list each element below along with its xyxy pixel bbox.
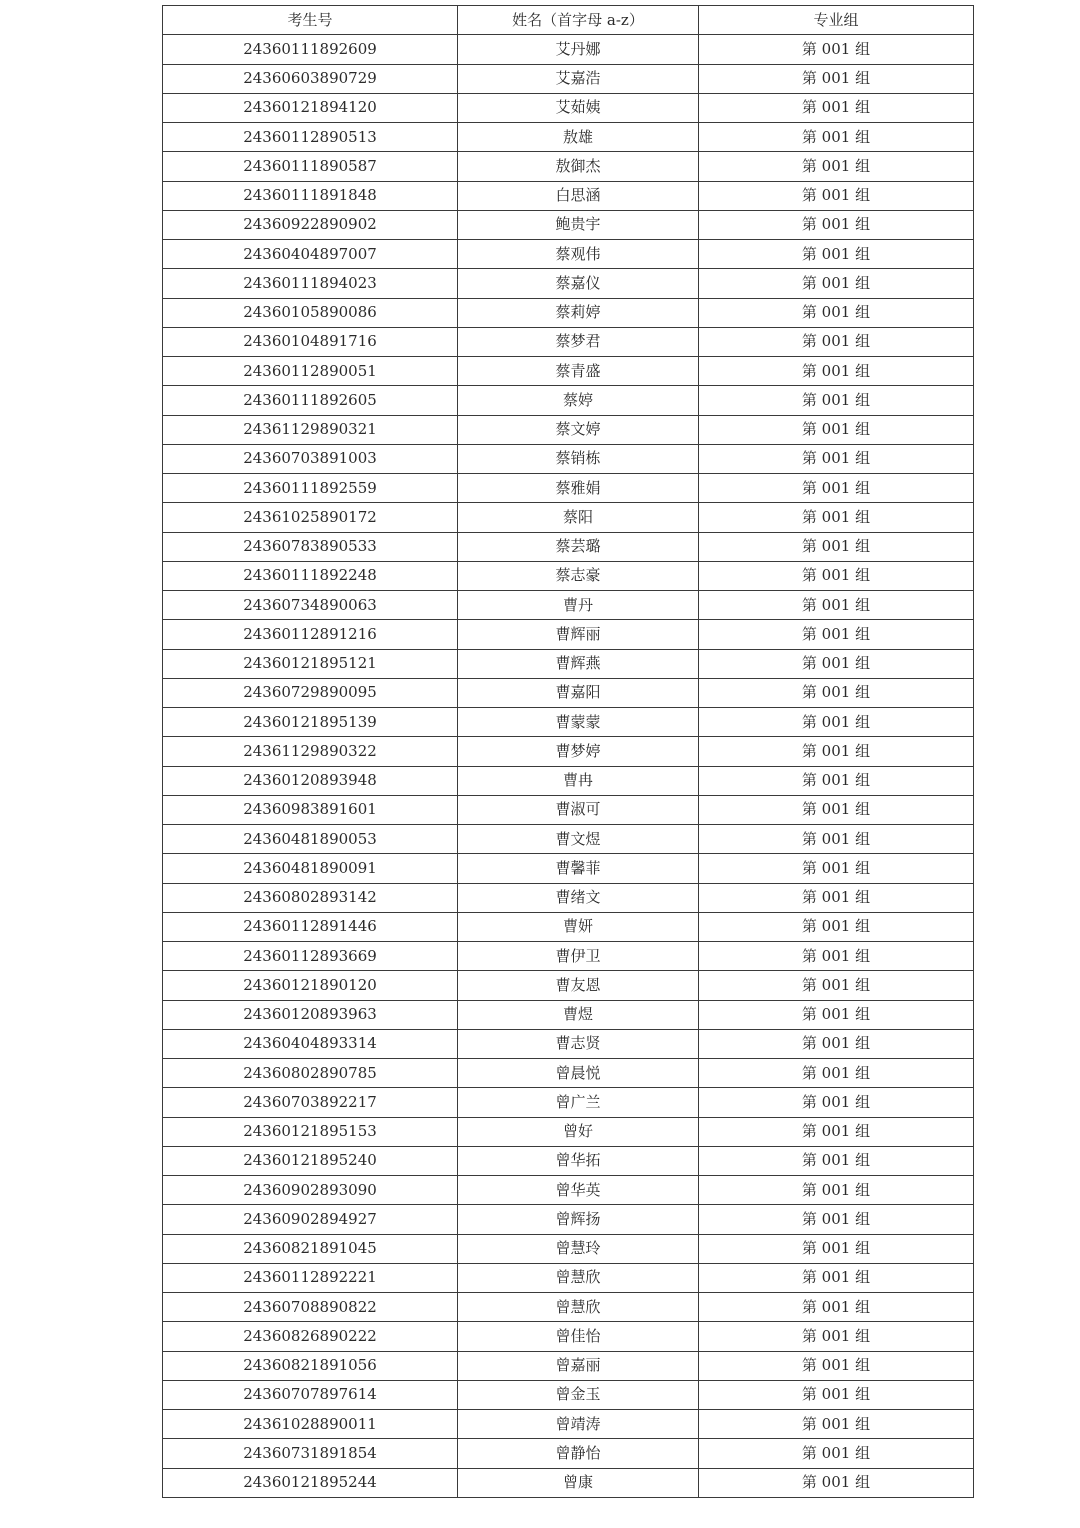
name-cell: 蔡阳: [458, 503, 699, 532]
exam-id-cell: 24360105890086: [163, 298, 458, 327]
exam-id-cell: 24360802890785: [163, 1059, 458, 1088]
name-cell: 曹文煜: [458, 825, 699, 854]
group-cell: 第 001 组: [699, 1351, 974, 1380]
exam-id-cell: 24360902893090: [163, 1176, 458, 1205]
name-cell: 蔡嘉仪: [458, 269, 699, 298]
group-cell: 第 001 组: [699, 1029, 974, 1058]
table-row: [163, 93, 974, 122]
name-cell: 艾嘉浩: [458, 64, 699, 93]
name-cell: 曹妍: [458, 912, 699, 941]
exam-id-cell: 24360783890533: [163, 532, 458, 561]
exam-id-cell: 24360120893948: [163, 766, 458, 795]
group-cell: 第 001 组: [699, 708, 974, 737]
name-cell: 鲍贵宇: [458, 210, 699, 239]
group-cell: 第 001 组: [699, 444, 974, 473]
name-cell: 曹淑可: [458, 795, 699, 824]
name-cell: 曹蒙蒙: [458, 708, 699, 737]
name-cell: 曾康: [458, 1468, 699, 1497]
group-cell: 第 001 组: [699, 327, 974, 356]
group-cell: 第 001 组: [699, 1439, 974, 1468]
exam-id-cell: 24360729890095: [163, 678, 458, 707]
table-row: [163, 64, 974, 93]
table-row: [163, 1176, 974, 1205]
name-cell: 曹嘉阳: [458, 678, 699, 707]
exam-id-cell: 24360902894927: [163, 1205, 458, 1234]
group-cell: 第 001 组: [699, 240, 974, 269]
exam-id-cell: 24360481890091: [163, 854, 458, 883]
table-row: [163, 825, 974, 854]
group-cell: 第 001 组: [699, 620, 974, 649]
group-cell: 第 001 组: [699, 737, 974, 766]
name-cell: 曾慧欣: [458, 1293, 699, 1322]
table-row: [163, 912, 974, 941]
table-row: [163, 357, 974, 386]
group-cell: 第 001 组: [699, 942, 974, 971]
exam-id-cell: 24360826890222: [163, 1322, 458, 1351]
name-cell: 曹伊卫: [458, 942, 699, 971]
exam-id-cell: 24360802893142: [163, 883, 458, 912]
table-row: [163, 883, 974, 912]
group-cell: 第 001 组: [699, 795, 974, 824]
group-cell: 第 001 组: [699, 854, 974, 883]
name-cell: 曾好: [458, 1117, 699, 1146]
name-cell: 蔡销栋: [458, 444, 699, 473]
name-cell: 曾辉扬: [458, 1205, 699, 1234]
exam-id-cell: 24360111891848: [163, 181, 458, 210]
group-cell: 第 001 组: [699, 1117, 974, 1146]
group-cell: 第 001 组: [699, 678, 974, 707]
group-cell: 第 001 组: [699, 357, 974, 386]
name-cell: 曾金玉: [458, 1380, 699, 1409]
name-cell: 曾慧玲: [458, 1234, 699, 1263]
exam-id-cell: 24360112891446: [163, 912, 458, 941]
table-row: [163, 1293, 974, 1322]
exam-id-cell: 24360821891045: [163, 1234, 458, 1263]
exam-id-cell: 24360112890513: [163, 123, 458, 152]
group-cell: 第 001 组: [699, 269, 974, 298]
group-cell: 第 001 组: [699, 93, 974, 122]
table-row: [163, 240, 974, 269]
exam-id-cell: 24360821891056: [163, 1351, 458, 1380]
table-row: [163, 1000, 974, 1029]
name-cell: 艾茹姨: [458, 93, 699, 122]
table-row: [163, 649, 974, 678]
exam-id-cell: 24360104891716: [163, 327, 458, 356]
table-row: [163, 620, 974, 649]
name-cell: 曹志贤: [458, 1029, 699, 1058]
name-cell: 曾华英: [458, 1176, 699, 1205]
table-row: [163, 678, 974, 707]
name-cell: 曾广兰: [458, 1088, 699, 1117]
table-row: [163, 1234, 974, 1263]
name-cell: 曹友恩: [458, 971, 699, 1000]
name-cell: 蔡志豪: [458, 561, 699, 590]
group-cell: 第 001 组: [699, 1410, 974, 1439]
group-cell: 第 001 组: [699, 64, 974, 93]
name-cell: 曾晨悦: [458, 1059, 699, 1088]
name-cell: 敖御杰: [458, 152, 699, 181]
header-exam-id: 考生号: [163, 6, 458, 35]
table-row: [163, 35, 974, 64]
name-cell: 白思涵: [458, 181, 699, 210]
exam-id-cell: 24360111894023: [163, 269, 458, 298]
group-cell: 第 001 组: [699, 210, 974, 239]
table-row: [163, 1468, 974, 1497]
table-row: [163, 503, 974, 532]
table-row: [163, 1059, 974, 1088]
table-row: [163, 766, 974, 795]
group-cell: 第 001 组: [699, 1176, 974, 1205]
name-cell: 曹冉: [458, 766, 699, 795]
exam-id-cell: 24360121895153: [163, 1117, 458, 1146]
exam-id-cell: 24360404897007: [163, 240, 458, 269]
group-cell: 第 001 组: [699, 1468, 974, 1497]
exam-id-cell: 24360121890120: [163, 971, 458, 1000]
exam-id-cell: 24360112892221: [163, 1263, 458, 1292]
table-row: [163, 1029, 974, 1058]
group-cell: 第 001 组: [699, 912, 974, 941]
name-cell: 蔡婷: [458, 386, 699, 415]
exam-id-cell: 24360481890053: [163, 825, 458, 854]
exam-id-cell: 24360731891854: [163, 1439, 458, 1468]
exam-id-cell: 24360703892217: [163, 1088, 458, 1117]
table-row: [163, 1088, 974, 1117]
header-row: [163, 6, 974, 35]
group-cell: 第 001 组: [699, 35, 974, 64]
table-row: [163, 971, 974, 1000]
exam-id-cell: 24360121895139: [163, 708, 458, 737]
group-cell: 第 001 组: [699, 415, 974, 444]
name-cell: 曹辉丽: [458, 620, 699, 649]
roster-body: [163, 35, 974, 1498]
exam-id-cell: 24360703891003: [163, 444, 458, 473]
exam-id-cell: 24361129890322: [163, 737, 458, 766]
name-cell: 蔡芸璐: [458, 532, 699, 561]
name-cell: 曹煜: [458, 1000, 699, 1029]
table-row: [163, 269, 974, 298]
group-cell: 第 001 组: [699, 1293, 974, 1322]
header-group: 专业组: [699, 6, 974, 35]
exam-id-cell: 24361025890172: [163, 503, 458, 532]
name-cell: 蔡青盛: [458, 357, 699, 386]
exam-id-cell: 24360922890902: [163, 210, 458, 239]
header-name: 姓名（首字母 a-z）: [458, 6, 699, 35]
group-cell: 第 001 组: [699, 1088, 974, 1117]
name-cell: 敖雄: [458, 123, 699, 152]
exam-id-cell: 24361129890321: [163, 415, 458, 444]
table-row: [163, 386, 974, 415]
exam-id-cell: 24360111892605: [163, 386, 458, 415]
roster-sheet: [162, 5, 973, 1498]
group-cell: 第 001 组: [699, 1000, 974, 1029]
table-row: [163, 181, 974, 210]
group-cell: 第 001 组: [699, 766, 974, 795]
exam-id-cell: 24360112893669: [163, 942, 458, 971]
group-cell: 第 001 组: [699, 532, 974, 561]
table-row: [163, 561, 974, 590]
name-cell: 曾静怡: [458, 1439, 699, 1468]
table-row: [163, 1351, 974, 1380]
table-row: [163, 1410, 974, 1439]
name-cell: 曹辉燕: [458, 649, 699, 678]
name-cell: 曾嘉丽: [458, 1351, 699, 1380]
table-row: [163, 854, 974, 883]
table-row: [163, 474, 974, 503]
name-cell: 曾佳怡: [458, 1322, 699, 1351]
group-cell: 第 001 组: [699, 825, 974, 854]
group-cell: 第 001 组: [699, 503, 974, 532]
name-cell: 蔡观伟: [458, 240, 699, 269]
roster-table: [162, 5, 974, 1498]
table-row: [163, 444, 974, 473]
exam-id-cell: 24360112891216: [163, 620, 458, 649]
table-row: [163, 1322, 974, 1351]
name-cell: 蔡文婷: [458, 415, 699, 444]
name-cell: 曹丹: [458, 591, 699, 620]
table-row: [163, 1117, 974, 1146]
name-cell: 蔡梦君: [458, 327, 699, 356]
group-cell: 第 001 组: [699, 1234, 974, 1263]
table-row: [163, 152, 974, 181]
name-cell: 曾靖涛: [458, 1410, 699, 1439]
exam-id-cell: 24360707897614: [163, 1380, 458, 1409]
group-cell: 第 001 组: [699, 883, 974, 912]
table-row: [163, 298, 974, 327]
exam-id-cell: 24360111892248: [163, 561, 458, 590]
group-cell: 第 001 组: [699, 1263, 974, 1292]
name-cell: 艾丹娜: [458, 35, 699, 64]
name-cell: 蔡莉婷: [458, 298, 699, 327]
exam-id-cell: 24360708890822: [163, 1293, 458, 1322]
exam-id-cell: 24360111890587: [163, 152, 458, 181]
exam-id-cell: 24360112890051: [163, 357, 458, 386]
exam-id-cell: 24360121895121: [163, 649, 458, 678]
group-cell: 第 001 组: [699, 591, 974, 620]
group-cell: 第 001 组: [699, 561, 974, 590]
exam-id-cell: 24361028890011: [163, 1410, 458, 1439]
table-row: [163, 795, 974, 824]
name-cell: 曾华拓: [458, 1146, 699, 1175]
exam-id-cell: 24360121895240: [163, 1146, 458, 1175]
table-row: [163, 737, 974, 766]
group-cell: 第 001 组: [699, 1146, 974, 1175]
exam-id-cell: 24360404893314: [163, 1029, 458, 1058]
group-cell: 第 001 组: [699, 1205, 974, 1234]
table-row: [163, 327, 974, 356]
exam-id-cell: 24360111892609: [163, 35, 458, 64]
table-row: [163, 415, 974, 444]
group-cell: 第 001 组: [699, 386, 974, 415]
group-cell: 第 001 组: [699, 1059, 974, 1088]
exam-id-cell: 24360603890729: [163, 64, 458, 93]
table-row: [163, 1439, 974, 1468]
exam-id-cell: 24360983891601: [163, 795, 458, 824]
exam-id-cell: 24360734890063: [163, 591, 458, 620]
exam-id-cell: 24360111892559: [163, 474, 458, 503]
table-row: [163, 1380, 974, 1409]
table-row: [163, 123, 974, 152]
table-row: [163, 1205, 974, 1234]
name-cell: 曹绪文: [458, 883, 699, 912]
table-row: [163, 532, 974, 561]
exam-id-cell: 24360121895244: [163, 1468, 458, 1497]
group-cell: 第 001 组: [699, 123, 974, 152]
name-cell: 曹梦婷: [458, 737, 699, 766]
table-row: [163, 1263, 974, 1292]
table-row: [163, 1146, 974, 1175]
table-row: [163, 591, 974, 620]
exam-id-cell: 24360121894120: [163, 93, 458, 122]
exam-id-cell: 24360120893963: [163, 1000, 458, 1029]
group-cell: 第 001 组: [699, 298, 974, 327]
group-cell: 第 001 组: [699, 152, 974, 181]
group-cell: 第 001 组: [699, 971, 974, 1000]
group-cell: 第 001 组: [699, 1380, 974, 1409]
name-cell: 曾慧欣: [458, 1263, 699, 1292]
name-cell: 曹馨菲: [458, 854, 699, 883]
name-cell: 蔡雅娟: [458, 474, 699, 503]
table-row: [163, 210, 974, 239]
group-cell: 第 001 组: [699, 1322, 974, 1351]
group-cell: 第 001 组: [699, 649, 974, 678]
table-row: [163, 942, 974, 971]
group-cell: 第 001 组: [699, 181, 974, 210]
table-row: [163, 708, 974, 737]
group-cell: 第 001 组: [699, 474, 974, 503]
